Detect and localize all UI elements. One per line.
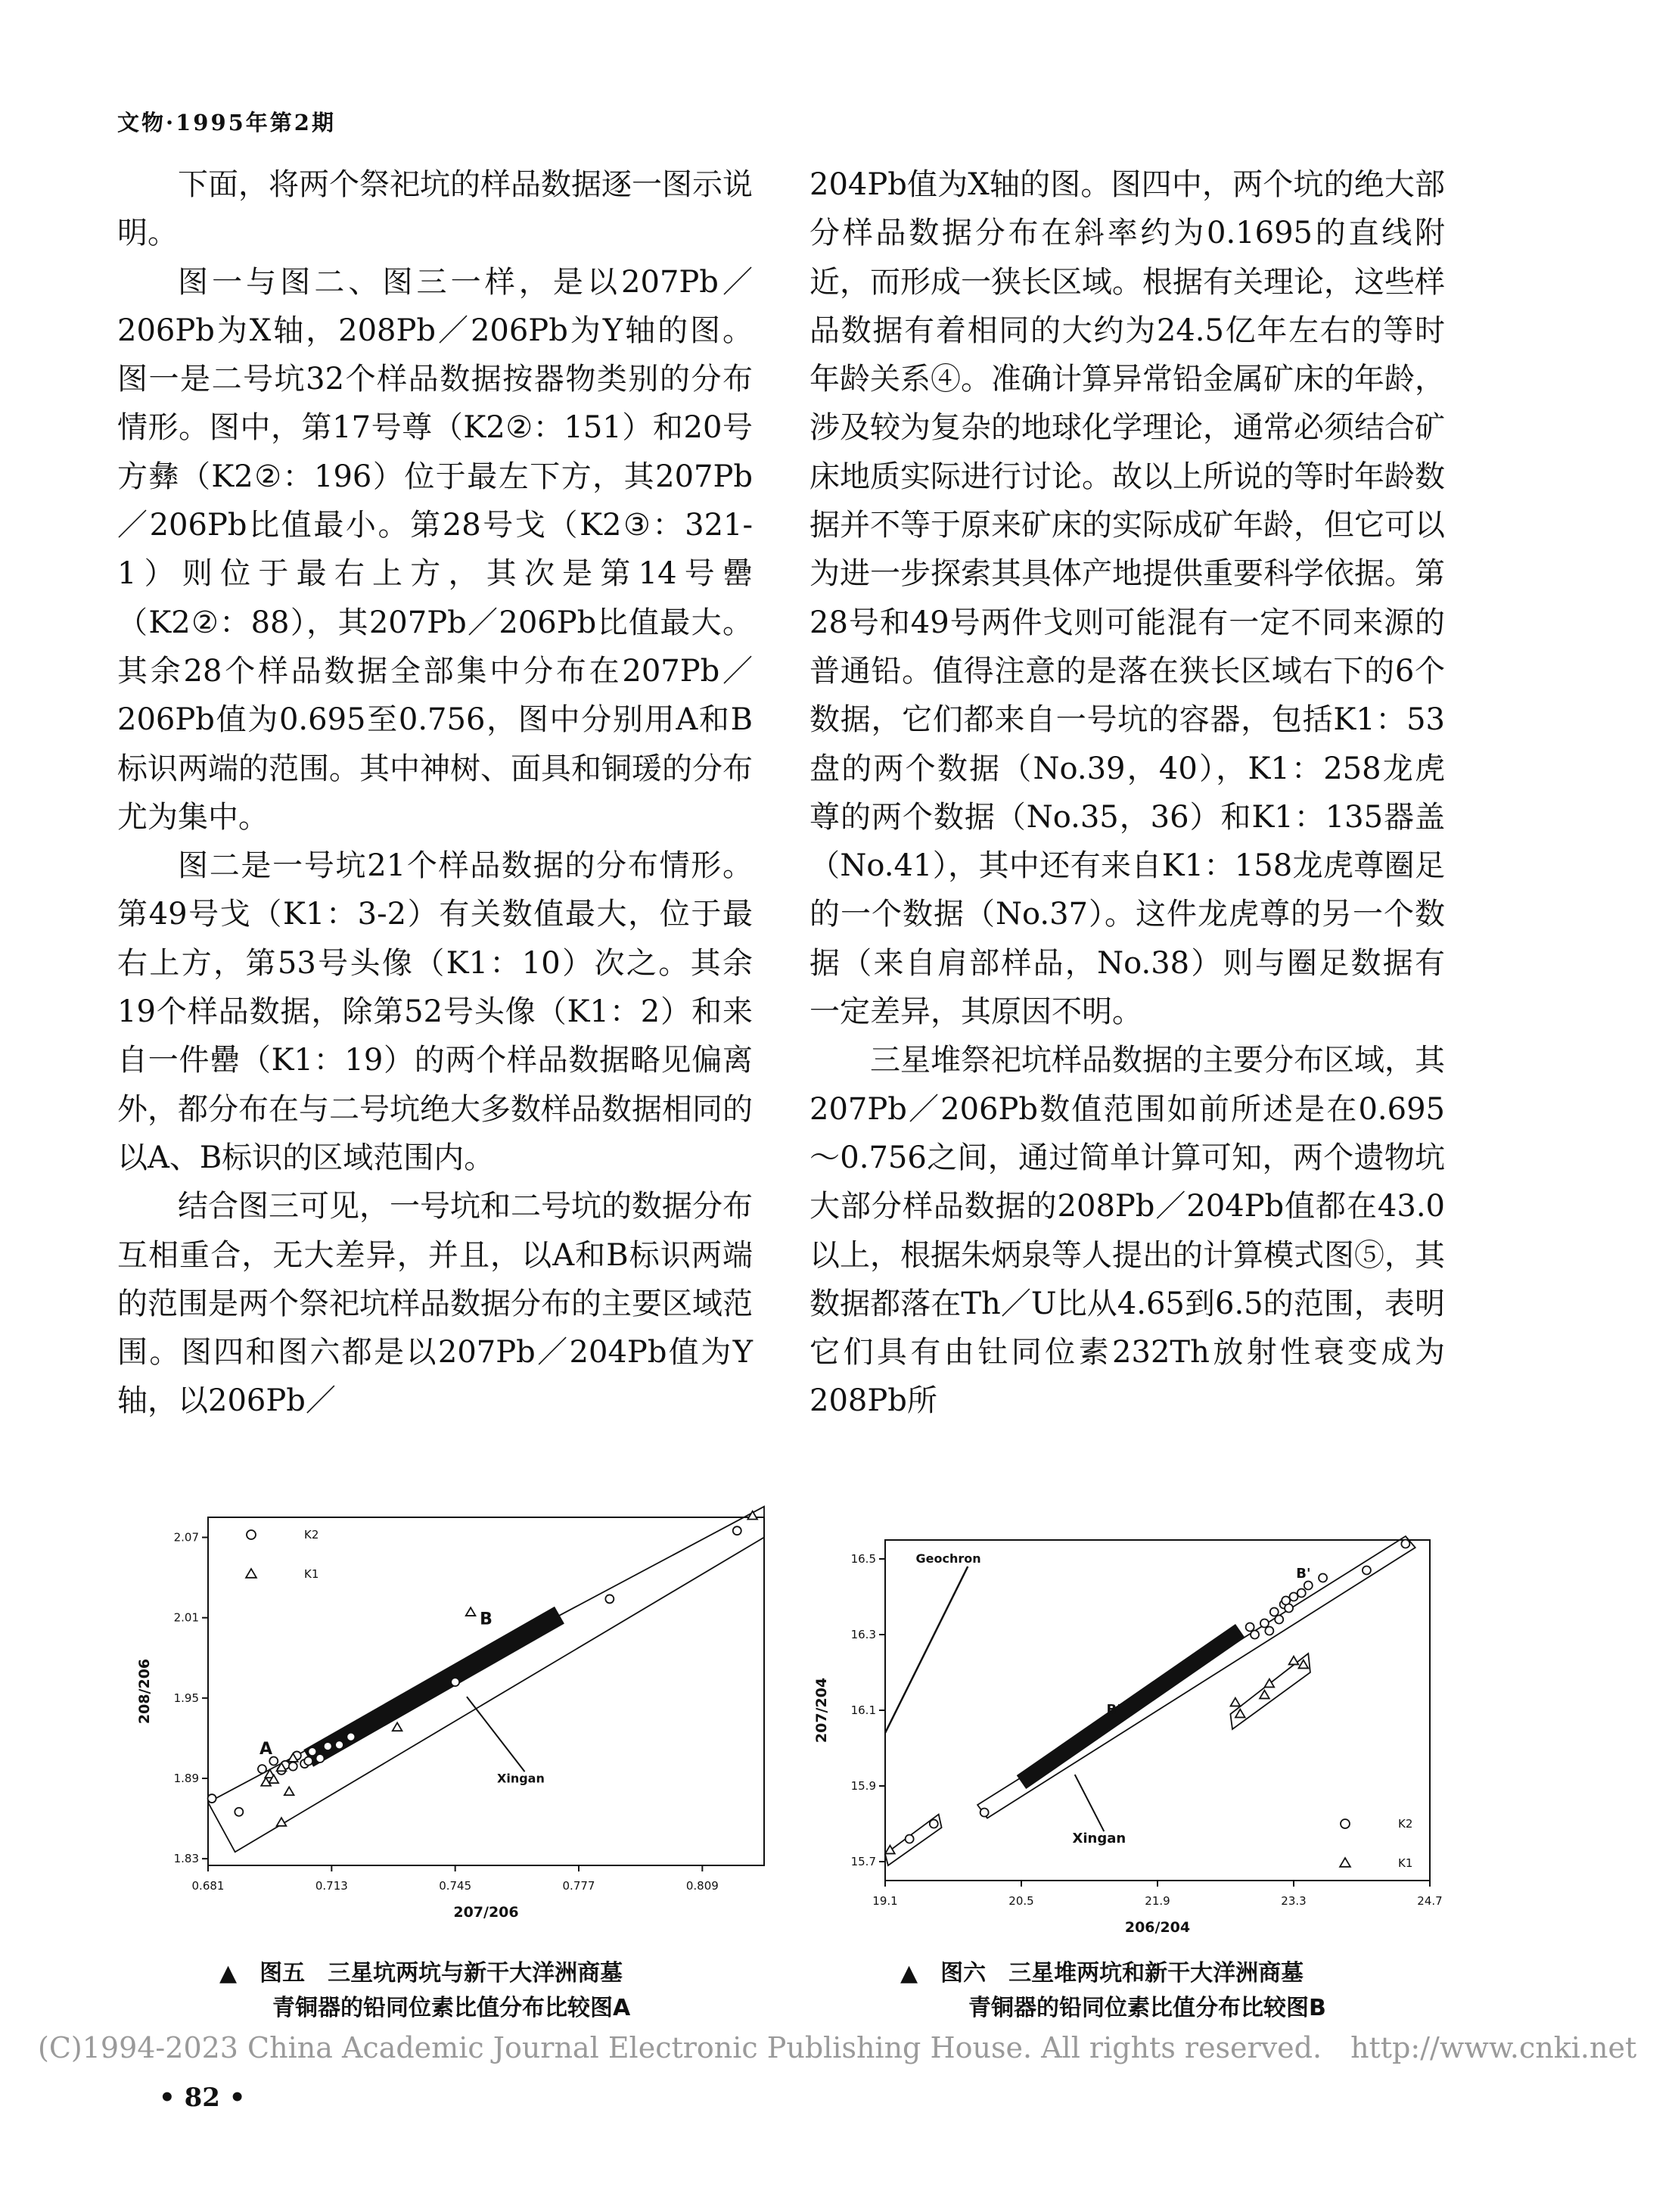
data-point-k1 [1260, 1691, 1269, 1699]
left-column-paragraph: 图二是一号坑21个样品数据的分布情形。第49号戈（K1：3-2）有关数值最大，位于最右上方，第53号头像（K1：10）次之。其余19个样品数据，除第52号头像（K1：2）和来自一件罍（K1：19）的两个样品数据略见偏离外，都分布在与二号坑绝大多数样品数据相同的以A、B标识的区域范围内。 [117, 848, 753, 1175]
data-point-k2 [930, 1820, 938, 1828]
legend-symbol-k1 [246, 1569, 256, 1578]
data-point-k1 [1289, 1657, 1299, 1665]
figure-6-caption [900, 1956, 1326, 2026]
data-point-k1 [466, 1607, 476, 1616]
x-axis-label: 207/206 [453, 1904, 519, 1921]
page-number: • 82 • [159, 2083, 246, 2113]
data-point-k2 [258, 1765, 266, 1773]
y-tick-label: 2.07 [173, 1530, 199, 1545]
data-point-k2 [1275, 1616, 1283, 1624]
x-tick-label: 0.777 [562, 1879, 595, 1893]
data-point-k2 [605, 1594, 614, 1603]
y-tick-label: 16.1 [850, 1703, 876, 1717]
y-tick-label: 1.83 [173, 1852, 199, 1866]
data-point-k2 [308, 1747, 316, 1756]
y-tick-label: 16.3 [850, 1628, 876, 1641]
chart-annotation: A [259, 1740, 273, 1759]
xingan-pointer [467, 1697, 525, 1772]
figure-6-caption-line1: ▲ 图六 三星堆两坑和新干大洋洲商墓 [900, 1960, 1304, 1986]
left-column-paragraph: 下面，将两个祭祀坑的样品数据逐一图示说明。 [117, 167, 753, 251]
data-point-k2 [304, 1757, 312, 1766]
chart-annotation: Geochron [915, 1551, 981, 1566]
data-point-k2 [1319, 1574, 1327, 1582]
left-column-paragraph: 图一与图二、图三一样，是以207Pb／206Pb为X轴，208Pb／206Pb为Y轴的图。图一是二号坑32个样品数据按器物类别的分布情形。图中，第17号尊（K2②：151）和20号方彝（K2②：196）位于最左下方，其207Pb／206Pb比值最小。第28号戈（K2③：321-1）则位于最右上方，其次是第14号罍（K2②：88），其207Pb／206Pb比值最大。其余28个样品数据全部集中分布在207Pb／206Pb值为0.695至0.756，图中分别用A和B标识两端的范围。其中神树、面具和铜瑗的分布尤为集中。 [117, 264, 753, 835]
chart-annotation: B' [1296, 1566, 1311, 1582]
data-point-k2 [324, 1742, 332, 1750]
figure-5-caption-line2: 青铜器的铅同位素比值分布比较图A [272, 1995, 631, 2021]
data-point-k2 [1297, 1589, 1306, 1598]
chart-annotation: B [480, 1610, 493, 1629]
data-point-k2 [1304, 1582, 1313, 1590]
data-point-k2 [289, 1762, 297, 1771]
legend-label: K2 [1398, 1817, 1413, 1831]
x-tick-label: 24.7 [1417, 1894, 1443, 1908]
legend-symbol-k2 [247, 1530, 256, 1539]
y-tick-label: 15.9 [850, 1779, 876, 1793]
figure-6-caption-line2: 青铜器的铅同位素比值分布比较图B [968, 1995, 1326, 2021]
plot-frame [208, 1517, 764, 1865]
data-point-k1 [393, 1722, 402, 1731]
x-axis-label: 206/204 [1124, 1919, 1191, 1936]
chart-annotation: Xingan [1072, 1831, 1126, 1846]
data-point-k1 [1235, 1710, 1245, 1718]
figure-5-caption [219, 1956, 630, 2026]
copyright-watermark: (C)1994-2023 China Academic Journal Electronic Publishing House. All rights reserved. http://www.cnki.net [38, 2031, 1637, 2064]
data-point-k2 [451, 1678, 459, 1686]
x-tick-label: 20.5 [1008, 1894, 1034, 1908]
data-point-k2 [1251, 1631, 1259, 1639]
legend-symbol-k2 [1341, 1819, 1350, 1828]
data-point-k2 [1290, 1593, 1298, 1601]
y-tick-label: 1.89 [173, 1772, 199, 1785]
data-point-k1 [1231, 1698, 1241, 1706]
figure-5-chart [136, 1502, 787, 1971]
xingan-band [1021, 1631, 1240, 1782]
right-text-column [809, 160, 1445, 1426]
x-tick-label: 0.713 [315, 1879, 348, 1893]
data-point-k2 [1270, 1608, 1279, 1616]
data-point-k2 [1401, 1540, 1409, 1548]
x-tick-label: 0.809 [685, 1879, 719, 1893]
y-axis-label: 207/204 [813, 1677, 830, 1744]
figure-5-caption-line1: ▲ 图五 三星坑两坑与新干大洋洲商墓 [219, 1960, 623, 1986]
y-axis-label: 208/206 [136, 1658, 153, 1725]
x-tick-label: 19.1 [872, 1894, 898, 1908]
legend-symbol-k1 [1340, 1858, 1350, 1867]
legend-label: K1 [1398, 1856, 1413, 1870]
data-point-k1 [885, 1846, 895, 1854]
data-point-k2 [346, 1733, 355, 1741]
left-text-column [117, 160, 753, 1426]
data-point-k2 [1363, 1566, 1371, 1575]
x-tick-label: 0.681 [191, 1879, 225, 1893]
right-column-paragraph: 204Pb值为X轴的图。图四中，两个坑的绝大部分样品数据分布在斜率约为0.1695的直线附近，而形成一狭长区域。根据有关理论，这些样品数据有着相同的大约为24.5亿年左右的等时年龄关系④。准确计算异常铅金属矿床的年龄，涉及较为复杂的地球化学理论，通常必须结合矿床地质实际进行讨论。故以上所说的等时年龄数据并不等于原来矿床的实际成矿年龄，但它可以为进一步探索其具体产地提供重要科学依据。第28号和49号两件戈则可能混有一定不同来源的普通铅。值得注意的是落在狭长区域右下的6个数据，它们都来自一号坑的容器，包括K1：53盘的两个数据（No.39，40），K1：258龙虎尊的两个数据（No.35，36）和K1：135器盖（No.41），其中还有来自K1：158龙虎尊圈足的一个数据（No.37）。这件龙虎尊的另一个数据（来自肩部样品，No.38）则与圈足数据有一定差异，其原因不明。 [809, 167, 1445, 1030]
xingan-pointer [1075, 1775, 1105, 1831]
data-point-k2 [1246, 1623, 1254, 1632]
legend-label: K2 [304, 1528, 319, 1542]
range-envelope [208, 1507, 764, 1853]
journal-header: 文物·1995年第2期 [117, 110, 336, 135]
data-point-k1 [284, 1787, 294, 1795]
figure-5 [136, 1502, 787, 1971]
right-column-paragraph: 三星堆祭祀坑样品数据的主要分布区域，其207Pb／206Pb数值范围如前所述是在0.695～0.756之间，通过简单计算可知，两个遗物坑大部分样品数据的208Pb／204Pb值都在43.0以上，根据朱炳泉等人提出的计算模式图⑤，其数据都落在Th／U比从4.65到6.5的范围，表明它们具有由钍同位素232Th放射性衰变成为208Pb所 [809, 1043, 1445, 1419]
x-tick-label: 23.3 [1281, 1894, 1307, 1908]
data-point-k2 [335, 1741, 343, 1749]
data-point-k2 [906, 1835, 914, 1843]
data-point-k2 [208, 1794, 216, 1803]
x-tick-label: 0.745 [439, 1879, 472, 1893]
legend-label: K1 [304, 1567, 319, 1581]
data-point-k2 [316, 1754, 325, 1762]
data-point-k2 [733, 1526, 741, 1535]
chart-annotation: Xingan [497, 1771, 545, 1786]
y-tick-label: 1.95 [173, 1691, 199, 1705]
data-point-k2 [980, 1809, 989, 1817]
figure-6 [813, 1532, 1453, 1956]
data-point-k2 [1282, 1597, 1290, 1605]
geochron-line [885, 1566, 968, 1733]
data-point-k2 [1260, 1619, 1269, 1628]
data-point-k2 [1265, 1627, 1273, 1635]
y-tick-label: 2.01 [173, 1610, 199, 1625]
x-tick-label: 21.9 [1145, 1894, 1170, 1908]
data-point-k2 [235, 1808, 243, 1816]
chart-annotation: B' [1106, 1702, 1121, 1718]
left-column-paragraph: 结合图三可见，一号坑和二号坑的数据分布互相重合，无大差异，并且，以A和B标识两端的范围是两个祭祀坑样品数据分布的主要区域范围。图四和图六都是以207Pb／204Pb值为Y轴，以206Pb／ [117, 1189, 753, 1419]
data-point-k1 [1299, 1660, 1309, 1669]
y-tick-label: 16.5 [850, 1552, 876, 1566]
y-tick-label: 15.7 [850, 1855, 876, 1868]
data-point-k1 [1265, 1679, 1275, 1688]
figure-6-chart [813, 1532, 1453, 1956]
